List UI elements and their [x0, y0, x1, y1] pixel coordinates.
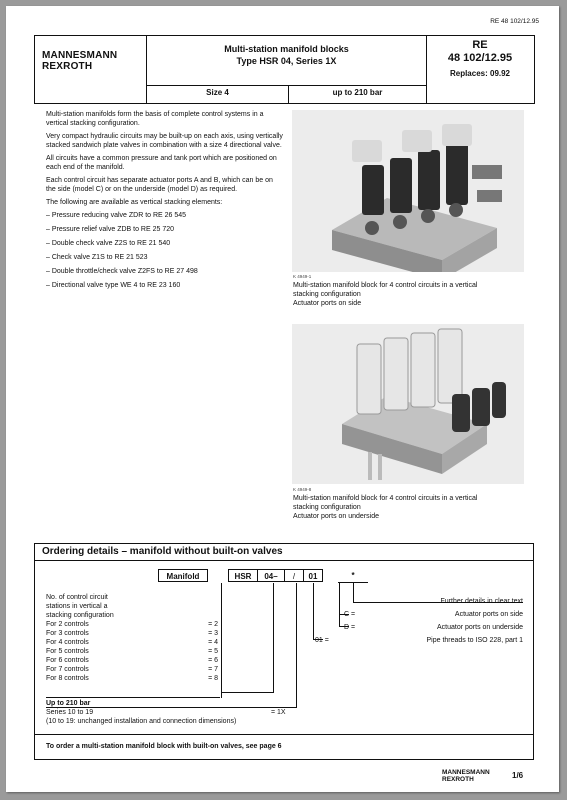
code-cell-04: 04– — [258, 569, 285, 582]
document-page — [6, 6, 559, 792]
control-row — [46, 656, 218, 665]
figure1-code: K 4949-1 — [293, 274, 312, 279]
list-item: – Check valve Z1S to RE 21 523 — [46, 254, 148, 261]
series-code: = 1X — [271, 709, 286, 716]
brand-logo — [42, 50, 117, 72]
re-number-block — [427, 39, 533, 65]
re-number: 48 102/12.95 — [447, 52, 513, 64]
figure2-caption — [293, 494, 533, 521]
control-label: For 6 controls — [46, 657, 89, 664]
code-cell-manifold: Manifold — [158, 569, 208, 582]
re-label: RE — [472, 39, 488, 51]
option-code-d: D = — [344, 624, 356, 631]
intro-paragraph: The following are available as vertical stacking elements: — [46, 199, 223, 206]
code-cell-hsr: HSR — [228, 569, 258, 582]
doc-reference-top: RE 48 102/12.95 — [490, 18, 539, 25]
footer-logo-line2: REXROTH — [442, 776, 474, 783]
figure1-caption — [293, 281, 533, 308]
footer-logo — [442, 769, 490, 783]
control-row — [46, 647, 218, 656]
option-further-details: Further details in clear text — [440, 598, 523, 605]
product-photo-underside-ports — [292, 324, 524, 484]
manifold-illustration-1 — [292, 110, 524, 272]
document-title — [147, 43, 426, 67]
control-label: For 5 controls — [46, 648, 89, 655]
size-label: Size 4 — [206, 88, 229, 97]
control-code: = 5 — [208, 648, 218, 655]
intro-paragraph: Multi-station manifolds form the basis of complete control systems in a vertical stacking configuration. — [46, 111, 264, 127]
series-note: (10 to 19: unchanged installation and connection dimensions) — [46, 718, 237, 725]
option-code-c: C = — [344, 611, 356, 618]
option-label-c: Actuator ports on side — [454, 611, 523, 618]
caption-line: Multi-station manifold block for 4 control circuits in a vertical — [293, 495, 478, 502]
code-cell-star: * — [351, 571, 355, 580]
caption-line: stacking configuration — [293, 291, 361, 298]
built-on-valves-note: To order a multi-station manifold block with built-on valves, see page 6 — [46, 743, 282, 750]
control-label: For 4 controls — [46, 639, 89, 646]
stations-heading — [46, 593, 114, 620]
footer-logo-line1: MANNESMANN — [442, 769, 490, 776]
control-row — [46, 674, 218, 683]
controls-list — [46, 620, 218, 683]
heading-line: stations in vertical a — [46, 603, 108, 610]
replaces-label: Replaces: 09.92 — [449, 69, 511, 78]
intro-text — [46, 110, 284, 290]
ordering-section-title: Ordering details – manifold without built-on valves — [42, 546, 283, 557]
stacking-elements-list — [46, 211, 284, 290]
caption-line: Actuator ports on underside — [293, 513, 379, 520]
list-item: – Double check valve Z2S to RE 21 540 — [46, 240, 171, 247]
control-code: = 7 — [208, 666, 218, 673]
list-item: – Pressure reducing valve ZDR to RE 26 545 — [46, 212, 187, 219]
manifold-illustration-2 — [292, 324, 524, 484]
list-item: – Double throttle/check valve Z2FS to RE 27 498 — [46, 268, 198, 275]
control-row — [46, 638, 218, 647]
control-code: = 3 — [208, 630, 218, 637]
series-label: Series 10 to 19 — [46, 709, 94, 716]
control-code: = 2 — [208, 621, 218, 628]
caption-line: Actuator ports on side — [293, 300, 362, 307]
control-code: = 8 — [208, 675, 218, 682]
logo-line2: REXROTH — [42, 61, 93, 72]
control-label: For 3 controls — [46, 630, 89, 637]
caption-line: Multi-station manifold block for 4 control circuits in a vertical — [293, 282, 478, 289]
logo-line1: MANNESMANN — [42, 50, 118, 61]
control-row — [46, 629, 218, 638]
option-code-01: 01 = — [315, 637, 329, 644]
control-row — [46, 665, 218, 674]
option-label-d: Actuator ports on underside — [437, 624, 523, 631]
control-label: For 8 controls — [46, 675, 89, 682]
caption-line: stacking configuration — [293, 504, 361, 511]
intro-paragraph: Each control circuit has separate actuator ports A and B, which can be on the side (model C) or on the underside (model D) as required. — [46, 177, 273, 193]
code-cell-slash: / — [285, 569, 303, 582]
heading-line: No. of control circuit — [46, 594, 108, 601]
control-label: For 7 controls — [46, 666, 89, 673]
pressure-title: Up to 210 bar — [46, 700, 91, 707]
intro-paragraph: Very compact hydraulic circuits may be built-up on each axis, using vertically stacked sandwich plate valves in combination with a size 4 directional valve. — [46, 133, 283, 149]
list-item: – Directional valve type WE 4 to RE 23 160 — [46, 282, 181, 289]
control-code: = 6 — [208, 657, 218, 664]
heading-line: stacking configuration — [46, 612, 114, 619]
page-number: 1/6 — [512, 771, 524, 780]
figure2-code: K 4949-8 — [293, 487, 312, 492]
title-line2: Type HSR 04, Series 1X — [236, 56, 337, 66]
control-code: = 4 — [208, 639, 218, 646]
option-label-01: Pipe threads to ISO 228, part 1 — [426, 637, 523, 644]
intro-paragraph: All circuits have a common pressure and tank port which are positioned on each end of the manifold. — [46, 155, 277, 171]
code-cell-01: 01 — [303, 569, 323, 582]
list-item: – Pressure relief valve ZDB to RE 25 720 — [46, 226, 175, 233]
product-photo-side-ports — [292, 110, 524, 272]
control-label: For 2 controls — [46, 621, 89, 628]
control-row — [46, 620, 218, 629]
pressure-label: up to 210 bar — [332, 88, 383, 97]
title-line1: Multi-station manifold blocks — [224, 44, 349, 54]
